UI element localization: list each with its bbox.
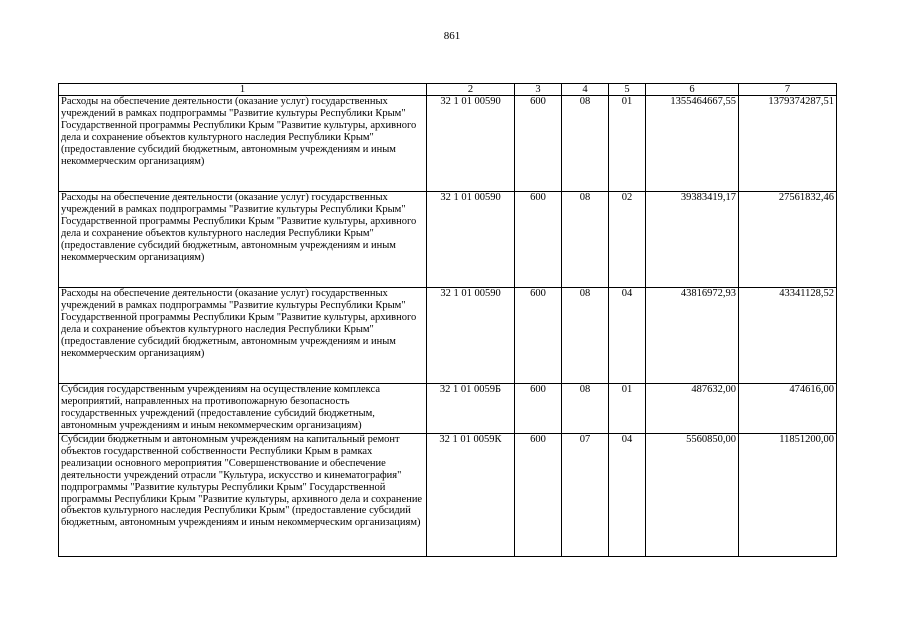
row-col-4: 08 xyxy=(562,192,609,288)
page-number: 861 xyxy=(443,30,461,42)
header-col-1: 1 xyxy=(59,84,427,96)
row-code: 32 1 01 00590 xyxy=(427,96,515,192)
row-amount-6: 1355464667,55 xyxy=(646,96,739,192)
row-col-4: 08 xyxy=(562,96,609,192)
row-amount-7: 11851200,00 xyxy=(739,434,837,557)
row-col-5: 04 xyxy=(609,434,646,557)
row-col-3: 600 xyxy=(515,192,562,288)
row-col-3: 600 xyxy=(515,384,562,434)
row-col-5: 02 xyxy=(609,192,646,288)
row-col-3: 600 xyxy=(515,96,562,192)
row-col-3: 600 xyxy=(515,288,562,384)
row-col-5: 01 xyxy=(609,384,646,434)
header-col-7: 7 xyxy=(739,84,837,96)
table-row xyxy=(59,384,837,434)
header-col-6: 6 xyxy=(646,84,739,96)
header-row xyxy=(59,84,837,96)
row-code: 32 1 01 0059Б xyxy=(427,384,515,434)
row-description: Субсидии бюджетным и автономным учреждениям на капитальный ремонт объектов государственной собственности Республики Крым в рамках реализации основного мероприятия "Совершенствование и обеспечение деятельности учреждений отрасли "Культура, искусство и кинематография" подпрограммы "Развитие культуры Республики Крым" Государственной программы Республики Крым "Развитие культуры, архивного дела и сохранение объектов культурного наследия Республики Крым" (предоставление субсидий бюджетным, автономным учреждениям и иным некоммерческим организациям) xyxy=(59,434,427,557)
header-col-3: 3 xyxy=(515,84,562,96)
row-code: 32 1 01 00590 xyxy=(427,288,515,384)
row-amount-7: 27561832,46 xyxy=(739,192,837,288)
row-amount-6: 39383419,17 xyxy=(646,192,739,288)
row-description: Расходы на обеспечение деятельности (оказание услуг) государственных учреждений в рамках подпрограммы "Развитие культуры Республики Крым" Государственной программы Республики Крым "Развитие культуры, архивного дела и сохранение объектов культурного наследия Республики Крым" (предоставление субсидий бюджетным, автономным учреждениям и иным некоммерческим организациям) xyxy=(59,96,427,192)
row-code: 32 1 01 0059К xyxy=(427,434,515,557)
row-col-4: 08 xyxy=(562,384,609,434)
table-row xyxy=(59,96,837,192)
table-row xyxy=(59,192,837,288)
table-row xyxy=(59,288,837,384)
row-col-4: 08 xyxy=(562,288,609,384)
header-col-4: 4 xyxy=(562,84,609,96)
row-amount-6: 5560850,00 xyxy=(646,434,739,557)
budget-table xyxy=(58,83,837,557)
row-col-5: 04 xyxy=(609,288,646,384)
row-amount-7: 43341128,52 xyxy=(739,288,837,384)
row-col-5: 01 xyxy=(609,96,646,192)
row-amount-7: 1379374287,51 xyxy=(739,96,837,192)
row-description: Субсидия государственным учреждениям на осуществление комплекса мероприятий, направленных на противопожарную безопасность государственных учреждений (предоставление субсидий бюджетным, автономным учреждениям и иным некоммерческим организациям) xyxy=(59,384,427,434)
header-col-5: 5 xyxy=(609,84,646,96)
header-col-2: 2 xyxy=(427,84,515,96)
row-col-3: 600 xyxy=(515,434,562,557)
row-col-4: 07 xyxy=(562,434,609,557)
row-amount-6: 43816972,93 xyxy=(646,288,739,384)
row-amount-6: 487632,00 xyxy=(646,384,739,434)
row-description: Расходы на обеспечение деятельности (оказание услуг) государственных учреждений в рамках подпрограммы "Развитие культуры Республики Крым" Государственной программы Республики Крым "Развитие культуры, архивного дела и сохранение объектов культурного наследия Республики Крым" (предоставление субсидий бюджетным, автономным учреждениям и иным некоммерческим организациям) xyxy=(59,192,427,288)
row-code: 32 1 01 00590 xyxy=(427,192,515,288)
table-row xyxy=(59,434,837,557)
row-description: Расходы на обеспечение деятельности (оказание услуг) государственных учреждений в рамках подпрограммы "Развитие культуры Республики Крым" Государственной программы Республики Крым "Развитие культуры, архивного дела и сохранение объектов культурного наследия Республики Крым" (предоставление субсидий бюджетным, автономным учреждениям и иным некоммерческим организациям) xyxy=(59,288,427,384)
row-amount-7: 474616,00 xyxy=(739,384,837,434)
